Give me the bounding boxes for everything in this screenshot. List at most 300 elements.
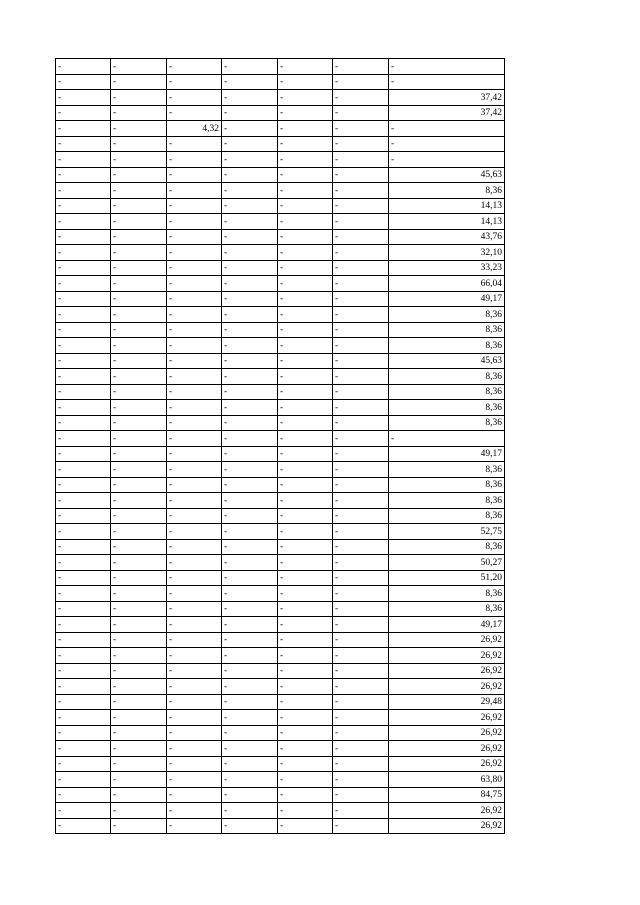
table-row (56, 586, 505, 602)
table-cell: - (222, 291, 278, 307)
table-cell: - (222, 725, 278, 741)
table-cell: - (56, 787, 111, 803)
table-cell: - (278, 508, 333, 524)
table-cell: - (222, 167, 278, 183)
table-cell: - (111, 400, 167, 416)
table-cell: - (222, 803, 278, 819)
table-cell: - (333, 803, 389, 819)
table-cell: - (111, 818, 167, 834)
table-cell: - (278, 260, 333, 276)
table-cell: - (56, 462, 111, 478)
table-row (56, 663, 505, 679)
table-cell: - (222, 539, 278, 555)
table-cell: - (167, 601, 222, 617)
table-cell: 8,36 (389, 400, 505, 416)
table-row (56, 353, 505, 369)
table-cell: - (333, 648, 389, 664)
table-cell: - (333, 694, 389, 710)
table-cell: 26,92 (389, 663, 505, 679)
table-cell: - (333, 369, 389, 385)
table-row (56, 74, 505, 90)
table-row (56, 198, 505, 214)
table-cell: - (333, 152, 389, 168)
table-cell: - (333, 493, 389, 509)
table-cell: 33,23 (389, 260, 505, 276)
table-cell: - (56, 741, 111, 757)
table-cell: - (333, 136, 389, 152)
table-cell: 32,10 (389, 245, 505, 261)
table-cell: - (333, 756, 389, 772)
table-cell: 26,92 (389, 710, 505, 726)
table-cell: 45,63 (389, 353, 505, 369)
table-cell: 8,36 (389, 307, 505, 323)
table-cell: - (111, 710, 167, 726)
table-cell: - (111, 415, 167, 431)
table-row (56, 803, 505, 819)
table-cell: - (278, 369, 333, 385)
table-cell: - (278, 632, 333, 648)
table-row (56, 756, 505, 772)
table-cell: - (278, 90, 333, 106)
table-cell: - (333, 462, 389, 478)
table-cell: - (278, 617, 333, 633)
table-cell: - (333, 322, 389, 338)
table-cell: - (333, 508, 389, 524)
table-cell: - (333, 384, 389, 400)
table-row (56, 725, 505, 741)
table-cell: - (111, 586, 167, 602)
table-cell: - (222, 818, 278, 834)
table-cell: - (333, 663, 389, 679)
table-cell: - (111, 384, 167, 400)
table-cell: - (333, 229, 389, 245)
table-cell: - (167, 400, 222, 416)
table-cell: - (111, 369, 167, 385)
table-cell: - (167, 446, 222, 462)
table-cell: 8,36 (389, 493, 505, 509)
table-row (56, 679, 505, 695)
table-row (56, 384, 505, 400)
table-cell: 26,92 (389, 632, 505, 648)
table-row (56, 524, 505, 540)
table-row (56, 508, 505, 524)
table-cell: - (278, 167, 333, 183)
table-cell: - (167, 322, 222, 338)
table-cell: - (333, 105, 389, 121)
table-cell: - (278, 493, 333, 509)
table-cell: - (111, 524, 167, 540)
table-cell: - (111, 493, 167, 509)
table-row (56, 617, 505, 633)
table-cell: - (278, 276, 333, 292)
table-cell: - (167, 183, 222, 199)
table-cell: 26,92 (389, 648, 505, 664)
table-cell: - (167, 384, 222, 400)
table-cell: - (56, 601, 111, 617)
table-cell: 4,32 (167, 121, 222, 137)
table-cell: - (333, 787, 389, 803)
table-cell: - (56, 214, 111, 230)
table-cell: - (278, 555, 333, 571)
table-row (56, 152, 505, 168)
table-cell: - (56, 632, 111, 648)
table-cell: - (278, 741, 333, 757)
table-cell: - (222, 648, 278, 664)
table-cell: - (333, 524, 389, 540)
table-cell: 8,36 (389, 586, 505, 602)
table-cell: - (111, 601, 167, 617)
table-cell: 52,75 (389, 524, 505, 540)
table-cell: - (278, 462, 333, 478)
table-cell: - (167, 136, 222, 152)
table-cell: - (333, 74, 389, 90)
table-row (56, 322, 505, 338)
table-cell: - (333, 307, 389, 323)
table-row (56, 90, 505, 106)
table-cell: - (333, 353, 389, 369)
table-cell: - (56, 338, 111, 354)
table-row (56, 291, 505, 307)
table-cell: - (167, 725, 222, 741)
table-cell: - (167, 291, 222, 307)
table-cell: 84,75 (389, 787, 505, 803)
table-cell: - (111, 648, 167, 664)
table-cell: - (56, 446, 111, 462)
table-cell: - (56, 245, 111, 261)
table-cell: - (56, 710, 111, 726)
table-cell: - (278, 245, 333, 261)
table-cell: 26,92 (389, 679, 505, 695)
table-row (56, 710, 505, 726)
table-cell: 66,04 (389, 276, 505, 292)
table-row (56, 446, 505, 462)
table-cell: - (333, 679, 389, 695)
table-cell: - (56, 508, 111, 524)
table-cell: - (111, 679, 167, 695)
table-cell: - (167, 353, 222, 369)
table-cell: - (278, 183, 333, 199)
table-row (56, 400, 505, 416)
table-cell: 26,92 (389, 818, 505, 834)
table-row (56, 415, 505, 431)
table-cell: 43,76 (389, 229, 505, 245)
table-cell: - (111, 741, 167, 757)
table-cell: 8,36 (389, 369, 505, 385)
table-cell: - (333, 570, 389, 586)
table-cell: - (56, 167, 111, 183)
table-cell: - (333, 539, 389, 555)
table-cell: - (222, 307, 278, 323)
table-cell: - (111, 214, 167, 230)
table-row (56, 632, 505, 648)
table-cell: - (333, 198, 389, 214)
table-cell: - (167, 229, 222, 245)
table-cell: - (278, 787, 333, 803)
table-cell: - (111, 787, 167, 803)
table-cell: - (167, 818, 222, 834)
table-cell: - (222, 229, 278, 245)
table-cell: - (278, 198, 333, 214)
table-cell: - (56, 415, 111, 431)
table-cell: - (56, 539, 111, 555)
table-row (56, 462, 505, 478)
table-cell: - (222, 446, 278, 462)
table-cell: - (167, 477, 222, 493)
table-cell: - (111, 229, 167, 245)
table-cell: - (222, 369, 278, 385)
table-cell: - (333, 741, 389, 757)
table-cell: 37,42 (389, 105, 505, 121)
table-cell: 8,36 (389, 322, 505, 338)
table-row (56, 493, 505, 509)
table-cell: 8,36 (389, 462, 505, 478)
table-cell: 26,92 (389, 756, 505, 772)
table-cell: - (333, 276, 389, 292)
table-cell: - (278, 59, 333, 75)
table-cell: - (333, 617, 389, 633)
table-cell: - (278, 291, 333, 307)
table-cell: - (167, 431, 222, 447)
table-row (56, 772, 505, 788)
table-cell: - (111, 803, 167, 819)
table-cell: - (111, 105, 167, 121)
table-cell: - (56, 59, 111, 75)
table-cell: - (278, 214, 333, 230)
table-cell: - (167, 493, 222, 509)
table-cell: - (111, 183, 167, 199)
table-cell: - (333, 415, 389, 431)
table-cell: - (333, 245, 389, 261)
table-cell: - (222, 710, 278, 726)
table-cell: - (111, 152, 167, 168)
table-cell: - (333, 90, 389, 106)
table-cell: - (278, 570, 333, 586)
table-cell: - (222, 183, 278, 199)
table-cell: - (167, 167, 222, 183)
table-cell: - (333, 586, 389, 602)
table-cell: - (167, 198, 222, 214)
table-cell: - (56, 818, 111, 834)
table-cell: - (222, 400, 278, 416)
table-cell: - (222, 772, 278, 788)
table-cell: - (278, 307, 333, 323)
table-cell: - (56, 493, 111, 509)
table-row (56, 245, 505, 261)
table-cell: - (333, 214, 389, 230)
table-cell: - (56, 229, 111, 245)
table-cell: - (111, 74, 167, 90)
table-cell: - (56, 694, 111, 710)
table-cell: - (56, 803, 111, 819)
table-cell: - (222, 477, 278, 493)
table-body (56, 59, 505, 834)
table-cell: - (167, 663, 222, 679)
table-cell: - (222, 741, 278, 757)
table-cell: - (278, 694, 333, 710)
table-cell: - (111, 90, 167, 106)
table-cell: - (389, 152, 505, 168)
table-cell: - (222, 632, 278, 648)
table-cell: 8,36 (389, 183, 505, 199)
table-cell: - (167, 710, 222, 726)
table-cell: - (222, 462, 278, 478)
table-cell: - (278, 539, 333, 555)
table-cell: - (167, 415, 222, 431)
table-row (56, 229, 505, 245)
table-cell: - (167, 369, 222, 385)
table-cell: - (56, 400, 111, 416)
table-cell: - (222, 524, 278, 540)
table-cell: - (278, 601, 333, 617)
table-cell: - (333, 291, 389, 307)
table-cell: - (56, 570, 111, 586)
table-cell: - (111, 555, 167, 571)
table-cell: - (167, 617, 222, 633)
table-row (56, 105, 505, 121)
table-cell: - (333, 446, 389, 462)
table-cell: - (111, 198, 167, 214)
table-cell: - (56, 772, 111, 788)
table-row (56, 601, 505, 617)
table-cell: - (111, 338, 167, 354)
table-cell: - (222, 90, 278, 106)
table-row (56, 555, 505, 571)
table-row (56, 787, 505, 803)
table-cell: - (56, 431, 111, 447)
table-cell: 26,92 (389, 741, 505, 757)
table-row (56, 59, 505, 75)
table-cell: - (389, 431, 505, 447)
table-cell: - (278, 586, 333, 602)
table-cell: - (111, 772, 167, 788)
table-cell: - (167, 508, 222, 524)
table-cell: - (111, 462, 167, 478)
table-cell: - (167, 679, 222, 695)
table-cell: - (167, 105, 222, 121)
table-cell: - (222, 756, 278, 772)
table-cell: - (333, 338, 389, 354)
table-row (56, 260, 505, 276)
table-cell: - (111, 260, 167, 276)
table-cell: - (111, 245, 167, 261)
table-cell: - (278, 663, 333, 679)
table-row (56, 431, 505, 447)
table-cell: 8,36 (389, 508, 505, 524)
table-cell: - (56, 648, 111, 664)
table-cell: - (222, 136, 278, 152)
table-cell: - (56, 477, 111, 493)
table-row (56, 183, 505, 199)
table-cell: - (56, 756, 111, 772)
table-cell: - (278, 400, 333, 416)
table-cell: 49,17 (389, 617, 505, 633)
table-cell: - (111, 477, 167, 493)
table-cell: - (56, 555, 111, 571)
table-cell: - (222, 787, 278, 803)
table-cell: - (56, 105, 111, 121)
table-cell: - (167, 756, 222, 772)
table-cell: - (111, 276, 167, 292)
table-cell: - (56, 725, 111, 741)
table-cell: - (278, 384, 333, 400)
table-cell: - (167, 741, 222, 757)
table-cell: - (56, 586, 111, 602)
table-cell: - (111, 725, 167, 741)
table-cell: - (333, 555, 389, 571)
table-cell: - (278, 229, 333, 245)
table-cell: - (222, 152, 278, 168)
table-cell: - (56, 679, 111, 695)
table-row (56, 477, 505, 493)
table-cell: - (167, 524, 222, 540)
table-cell: - (333, 260, 389, 276)
table-cell: - (389, 136, 505, 152)
table-cell: - (167, 90, 222, 106)
table-cell: 26,92 (389, 725, 505, 741)
table-cell: - (111, 446, 167, 462)
table-cell: - (56, 663, 111, 679)
table-cell: 8,36 (389, 384, 505, 400)
table-cell: - (222, 384, 278, 400)
table-cell: - (222, 555, 278, 571)
table-cell: 37,42 (389, 90, 505, 106)
table-cell: - (167, 787, 222, 803)
table-cell: - (111, 756, 167, 772)
table-cell: - (111, 59, 167, 75)
table-cell: - (56, 198, 111, 214)
table-cell: - (222, 663, 278, 679)
table-cell: - (222, 586, 278, 602)
table-cell: - (167, 74, 222, 90)
table-cell: - (56, 121, 111, 137)
table-cell: - (111, 663, 167, 679)
table-cell: - (167, 245, 222, 261)
table-cell: - (222, 493, 278, 509)
table-cell: - (389, 59, 505, 75)
table-row (56, 539, 505, 555)
table-cell: 26,92 (389, 803, 505, 819)
table-cell: - (222, 679, 278, 695)
table-cell: - (56, 152, 111, 168)
table-cell: - (56, 183, 111, 199)
table-row (56, 369, 505, 385)
table-cell: 8,36 (389, 601, 505, 617)
table-cell: - (333, 632, 389, 648)
table-cell: - (167, 59, 222, 75)
table-cell: - (333, 710, 389, 726)
table-cell: - (333, 59, 389, 75)
table-row (56, 276, 505, 292)
table-cell: - (167, 694, 222, 710)
table-cell: - (56, 260, 111, 276)
table-cell: 51,20 (389, 570, 505, 586)
table-cell: - (278, 105, 333, 121)
table-row (56, 338, 505, 354)
table-cell: 14,13 (389, 198, 505, 214)
table-cell: - (111, 508, 167, 524)
table-cell: - (222, 214, 278, 230)
table-row (56, 121, 505, 137)
table-cell: - (111, 307, 167, 323)
table-cell: - (167, 772, 222, 788)
table-cell: - (56, 276, 111, 292)
table-cell: - (167, 648, 222, 664)
table-cell: - (278, 431, 333, 447)
table-cell: - (222, 601, 278, 617)
table-cell: - (111, 322, 167, 338)
table-cell: - (333, 167, 389, 183)
table-cell: - (222, 508, 278, 524)
